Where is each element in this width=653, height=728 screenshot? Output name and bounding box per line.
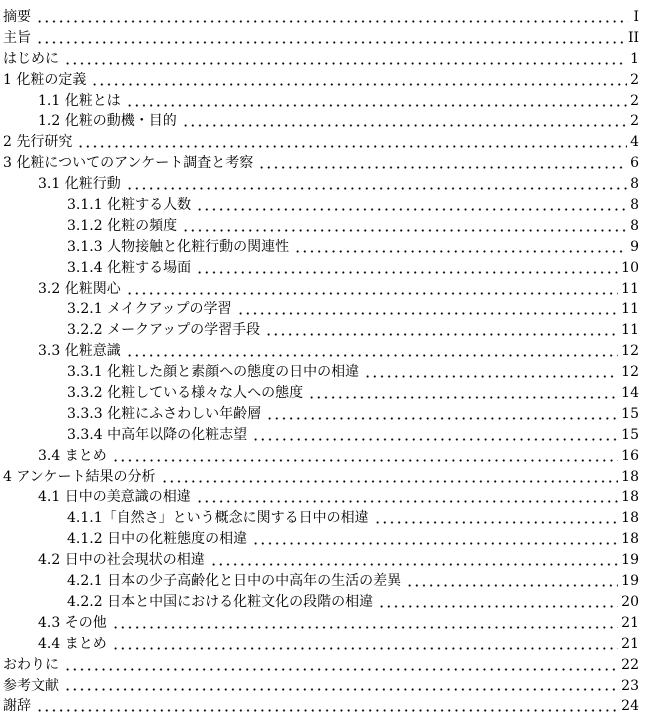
toc-entry-page-number: 2 <box>630 92 639 109</box>
toc-entry[interactable] <box>0 487 653 508</box>
toc-entry-title: 1.1 化粧とは <box>38 92 121 109</box>
toc-entry[interactable] <box>0 28 653 49</box>
dot-leader <box>196 271 618 274</box>
toc-entry-page-number: 11 <box>621 322 639 339</box>
dot-leader <box>112 459 618 462</box>
toc-entry-title: 3.3 化粧意識 <box>38 343 121 360</box>
toc-entry-title: 3.4 まとめ <box>38 447 107 464</box>
toc-entry[interactable] <box>0 7 653 28</box>
toc-entry-page-number: 11 <box>621 280 639 297</box>
toc-entry-page-number: 8 <box>630 176 639 193</box>
toc-entry-title: おわりに <box>3 656 59 673</box>
dot-leader <box>126 104 627 107</box>
toc-entry-title: 4 アンケート結果の分析 <box>3 468 156 485</box>
toc-entry-title: 4.1.1「自然さ」という概念に関する日中の相違 <box>67 510 369 527</box>
dot-leader <box>252 542 618 545</box>
dot-leader <box>36 20 628 23</box>
toc-entry-page-number: 18 <box>621 531 639 548</box>
dot-leader <box>91 83 627 86</box>
dot-leader <box>374 521 619 524</box>
dot-leader <box>308 396 618 399</box>
toc-entry-page-number: 8 <box>630 217 639 234</box>
toc-entry-page-number: 2 <box>630 113 639 130</box>
toc-entry[interactable] <box>0 696 653 717</box>
dot-leader <box>237 312 619 315</box>
dot-leader <box>112 647 618 650</box>
dot-leader <box>126 292 618 295</box>
toc-entry[interactable] <box>0 49 653 70</box>
toc-entry-title: 摘要 <box>3 9 31 25</box>
dot-leader <box>294 250 627 253</box>
dot-leader <box>266 417 618 420</box>
toc-entry[interactable] <box>0 132 653 153</box>
toc-entry-page-number: 12 <box>621 364 639 381</box>
toc-entry[interactable] <box>0 508 653 529</box>
toc-entry-page-number: 15 <box>621 405 639 422</box>
dot-leader <box>64 668 618 671</box>
dot-leader <box>112 626 618 629</box>
toc-entry-page-number: 24 <box>621 698 639 715</box>
toc-entry-page-number: 11 <box>621 301 639 318</box>
toc-entry-title: 3.3.3 化粧にふさわしい年齢層 <box>67 405 262 422</box>
toc-entry-page-number: 6 <box>630 155 639 172</box>
dot-leader <box>64 688 618 691</box>
toc-entry[interactable] <box>0 174 653 195</box>
toc-entry-title: 1.2 化粧の動機・目的 <box>38 113 177 130</box>
toc-entry[interactable] <box>0 529 653 550</box>
toc-entry[interactable] <box>0 655 653 676</box>
toc-entry-page-number: 4 <box>630 134 639 151</box>
toc-entry-page-number: 18 <box>621 468 639 485</box>
dot-leader <box>364 375 618 378</box>
toc-entry-title: 4.4 まとめ <box>38 635 107 652</box>
toc-entry-page-number: 10 <box>621 259 639 276</box>
toc-entry-page-number: 12 <box>621 343 639 360</box>
toc-entry[interactable] <box>0 341 653 362</box>
dot-leader <box>36 41 625 44</box>
toc-entry-title: 謝辞 <box>3 698 31 715</box>
toc-entry-page-number: 1 <box>630 50 639 67</box>
dot-leader <box>196 500 618 503</box>
toc-entry-page-number: 21 <box>621 635 639 652</box>
toc-entry-title: 3.1 化粧行動 <box>38 176 121 193</box>
toc-entry[interactable] <box>0 237 653 258</box>
toc-entry-page-number: 21 <box>621 614 639 631</box>
toc-entry-page-number: 16 <box>621 447 639 464</box>
toc-entry-title: 3 化粧についてのアンケート調査と考察 <box>3 155 254 172</box>
toc-entry[interactable] <box>0 195 653 216</box>
toc-entry[interactable] <box>0 550 653 571</box>
toc-entry-title: 2 先行研究 <box>3 134 73 151</box>
toc-entry-page-number: 18 <box>621 489 639 506</box>
toc-entry[interactable] <box>0 613 653 634</box>
dot-leader <box>182 229 627 232</box>
toc-entry-title: 4.1 日中の美意識の相違 <box>38 489 191 506</box>
toc-entry[interactable] <box>0 258 653 279</box>
dot-leader <box>182 124 627 127</box>
toc-entry[interactable] <box>0 404 653 425</box>
toc-entry-title: 3.1.1 化粧する人数 <box>67 197 192 214</box>
toc-entry-page-number: 9 <box>630 238 639 255</box>
toc-entry[interactable] <box>0 467 653 488</box>
dot-leader <box>378 605 618 608</box>
toc-entry[interactable] <box>0 111 653 132</box>
dot-leader <box>77 145 627 148</box>
dot-leader <box>161 480 619 483</box>
toc-entry-title: 3.1.4 化粧する場面 <box>67 259 192 276</box>
toc-entry-page-number: 23 <box>621 677 639 694</box>
toc-entry-title: 4.2 日中の社会現状の相違 <box>38 552 205 569</box>
toc-entry-title: 4.2.1 日本の少子高齢化と日中の中高年の生活の差異 <box>67 573 402 590</box>
toc-entry-page-number: 22 <box>621 656 639 673</box>
toc-entry-page-number: 19 <box>621 573 639 590</box>
toc-entry-title: 3.2.1 メイクアップの学習 <box>67 301 232 318</box>
toc-entry[interactable] <box>0 299 653 320</box>
toc-entry[interactable] <box>0 153 653 174</box>
toc-entry-title: 主旨 <box>3 29 31 46</box>
toc-entry-page-number: 15 <box>621 426 639 443</box>
dot-leader <box>210 563 618 566</box>
toc-entry-title: 1 化粧の定義 <box>3 71 87 88</box>
toc-entry-page-number: I <box>633 9 639 25</box>
toc-entry-title: 参考文献 <box>3 677 59 694</box>
toc-entry[interactable] <box>0 70 653 91</box>
toc-entry-page-number: 19 <box>621 552 639 569</box>
toc-entry-page-number: 2 <box>630 71 639 88</box>
toc-entry-title: 3.2.2 メークアップの学習手段 <box>67 322 261 339</box>
toc-entry-title: 4.2.2 日本と中国における化粧文化の段階の相違 <box>67 593 374 610</box>
toc-entry-page-number: 8 <box>630 197 639 214</box>
toc-entry[interactable] <box>0 571 653 592</box>
dot-leader <box>406 584 618 587</box>
toc-entry-title: はじめに <box>3 50 59 67</box>
toc-entry-title: 3.3.4 中高年以降の化粧志望 <box>67 426 248 443</box>
toc-entry[interactable] <box>0 362 653 383</box>
toc-entry-title: 3.1.3 人物接触と化粧行動の関連性 <box>67 238 290 255</box>
toc-entry[interactable] <box>0 383 653 404</box>
dot-leader <box>64 62 627 65</box>
toc-entry[interactable] <box>0 634 653 655</box>
toc-entry[interactable] <box>0 425 653 446</box>
toc-entry[interactable] <box>0 592 653 613</box>
toc-entry[interactable] <box>0 676 653 697</box>
dot-leader <box>258 166 627 169</box>
dot-leader <box>36 709 618 712</box>
toc-entry[interactable] <box>0 279 653 300</box>
toc-entry-page-number: 18 <box>621 510 639 527</box>
toc-entry-title: 3.3.2 化粧している様々な人への態度 <box>67 385 304 402</box>
toc-entry-page-number: 20 <box>621 593 639 610</box>
toc-entry-title: 4.3 その他 <box>38 614 107 631</box>
dot-leader <box>126 187 627 190</box>
toc-entry[interactable] <box>0 91 653 112</box>
toc-entry[interactable] <box>0 216 653 237</box>
toc-entry-title: 3.1.2 化粧の頻度 <box>67 217 178 234</box>
toc-entry[interactable] <box>0 320 653 341</box>
toc-entry-title: 3.3.1 化粧した顔と素顔への態度の日中の相違 <box>67 364 360 381</box>
toc-entry-title: 3.2 化粧関心 <box>38 280 121 297</box>
dot-leader <box>196 208 627 211</box>
dot-leader <box>265 333 618 336</box>
dot-leader <box>252 438 618 441</box>
dot-leader <box>126 354 618 357</box>
toc-entry-title: 4.1.2 日中の化粧態度の相違 <box>67 531 248 548</box>
toc-entry-page-number: II <box>627 29 639 46</box>
toc-entry[interactable] <box>0 446 653 467</box>
toc-entry-page-number: 14 <box>621 385 639 402</box>
